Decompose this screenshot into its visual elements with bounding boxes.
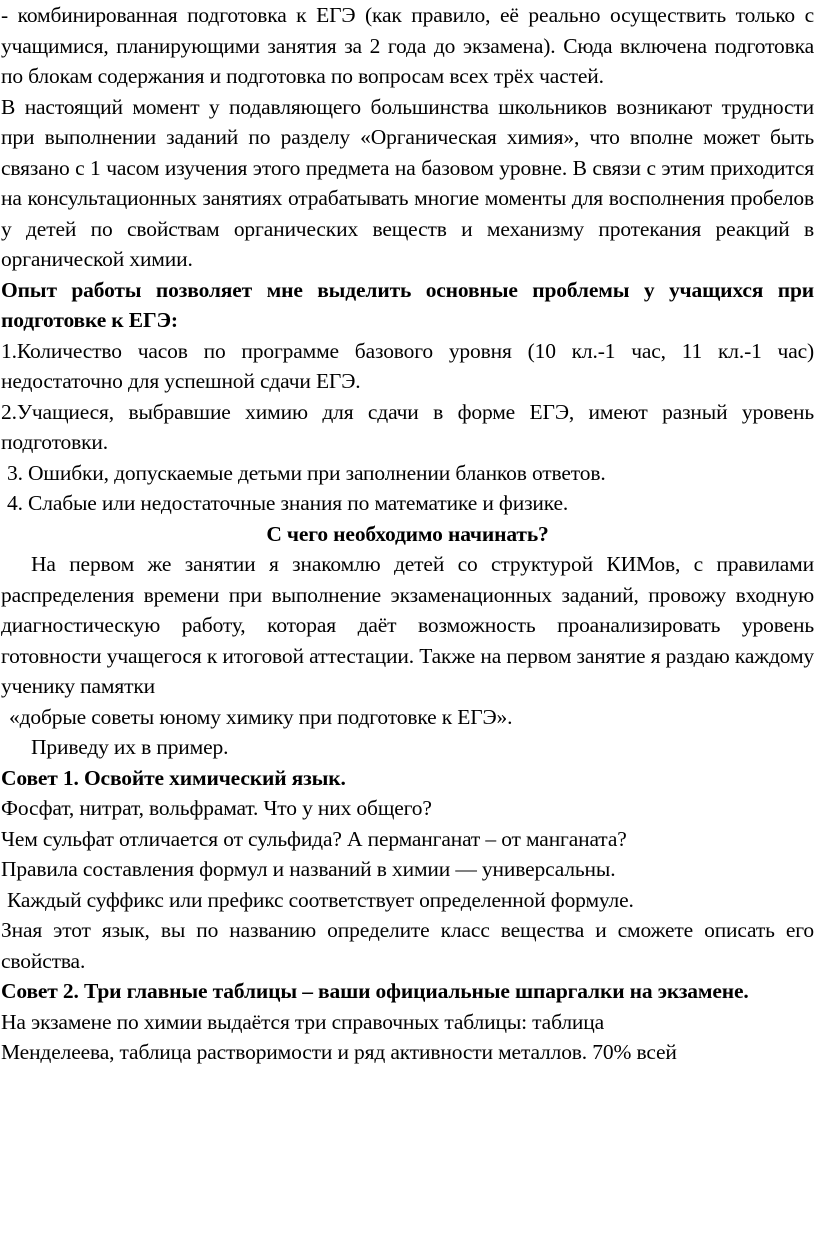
list-item-3: 3. Ошибки, допускаемые детьми при заполнении бланков ответов. bbox=[7, 460, 606, 485]
tip-1-line-3: Правила составления формул и названий в химии — универсальны. bbox=[1, 857, 616, 881]
tip-1-line-5: Зная этот язык, вы по названию определите класс вещества и сможете описать его свойства. bbox=[1, 918, 814, 973]
list-item-4: 4. Слабые или недостаточные знания по математике и физике. bbox=[7, 491, 569, 515]
tip-2-line-2: Менделеева, таблица растворимости и ряд активности металлов. 70% всей bbox=[1, 1040, 677, 1064]
paragraph-good-advice: «добрые советы юному химику при подготовке к ЕГЭ». bbox=[9, 704, 513, 729]
list-item-2: 2.Учащиеся, выбравшие химию для сдачи в форме ЕГЭ, имеют разный уровень подготовки. bbox=[1, 399, 814, 454]
paragraph-example-intro: Приведу их в пример. bbox=[31, 735, 229, 759]
heading-main-problems: Опыт работы позволяет мне выделить основные проблемы у учащихся при подготовке к ЕГЭ: bbox=[1, 277, 814, 332]
tip-1-line-2: Чем сульфат отличается от сульфида? А перманганат – от манганата? bbox=[1, 826, 627, 851]
tip-2-title: Совет 2. Три главные таблицы – ваши официальные шпаргалки на экзамене. bbox=[1, 979, 749, 1003]
list-item-1: 1.Количество часов по программе базового уровня (10 кл.-1 час, 11 кл.-1 час) недостаточно для успешной сдачи ЕГЭ. bbox=[1, 338, 814, 393]
tip-2-line-1: На экзамене по химии выдаётся три справочных таблицы: таблица bbox=[1, 1009, 605, 1034]
paragraph-organic-chemistry: В настоящий момент у подавляющего большинства школьников возникают трудности при выполнении заданий по разделу «Органическая химия», что вполне может быть связано с 1 часом изучения этого предмета на базовом уровне. В связи с этим приходится на консультационных занятиях отрабатывать многие моменты для восполнения пробелов у детей по свойствам органических веществ и механизму протекания реакций в органической химии. bbox=[1, 94, 814, 271]
paragraph-combined-prep: - комбинированная подготовка к ЕГЭ (как правило, её реально осуществить только с учащимися, планирующими занятия за 2 года до экзамена). Сюда включена подготовка по блокам содержания и подготовка по вопросам всех трёх частей. bbox=[1, 3, 814, 88]
tip-1-line-4: Каждый суффикс или префикс соответствует определенной формуле. bbox=[7, 887, 634, 912]
heading-where-to-start: С чего необходимо начинать? bbox=[266, 521, 549, 546]
tip-1-title: Совет 1. Освойте химический язык. bbox=[1, 765, 346, 790]
tip-1-line-1: Фосфат, нитрат, вольфрамат. Что у них общего? bbox=[1, 796, 432, 820]
paragraph-first-lesson: На первом же занятии я знакомлю детей со структурой КИМов, с правилами распределения времени при выполнение экзаменационных заданий, провожу входную диагностическую работу, которая даёт возможность проанализировать уровень готовности учащегося к итоговой аттестации. Также на первом занятие я раздаю каждому ученику памятки bbox=[1, 552, 814, 698]
